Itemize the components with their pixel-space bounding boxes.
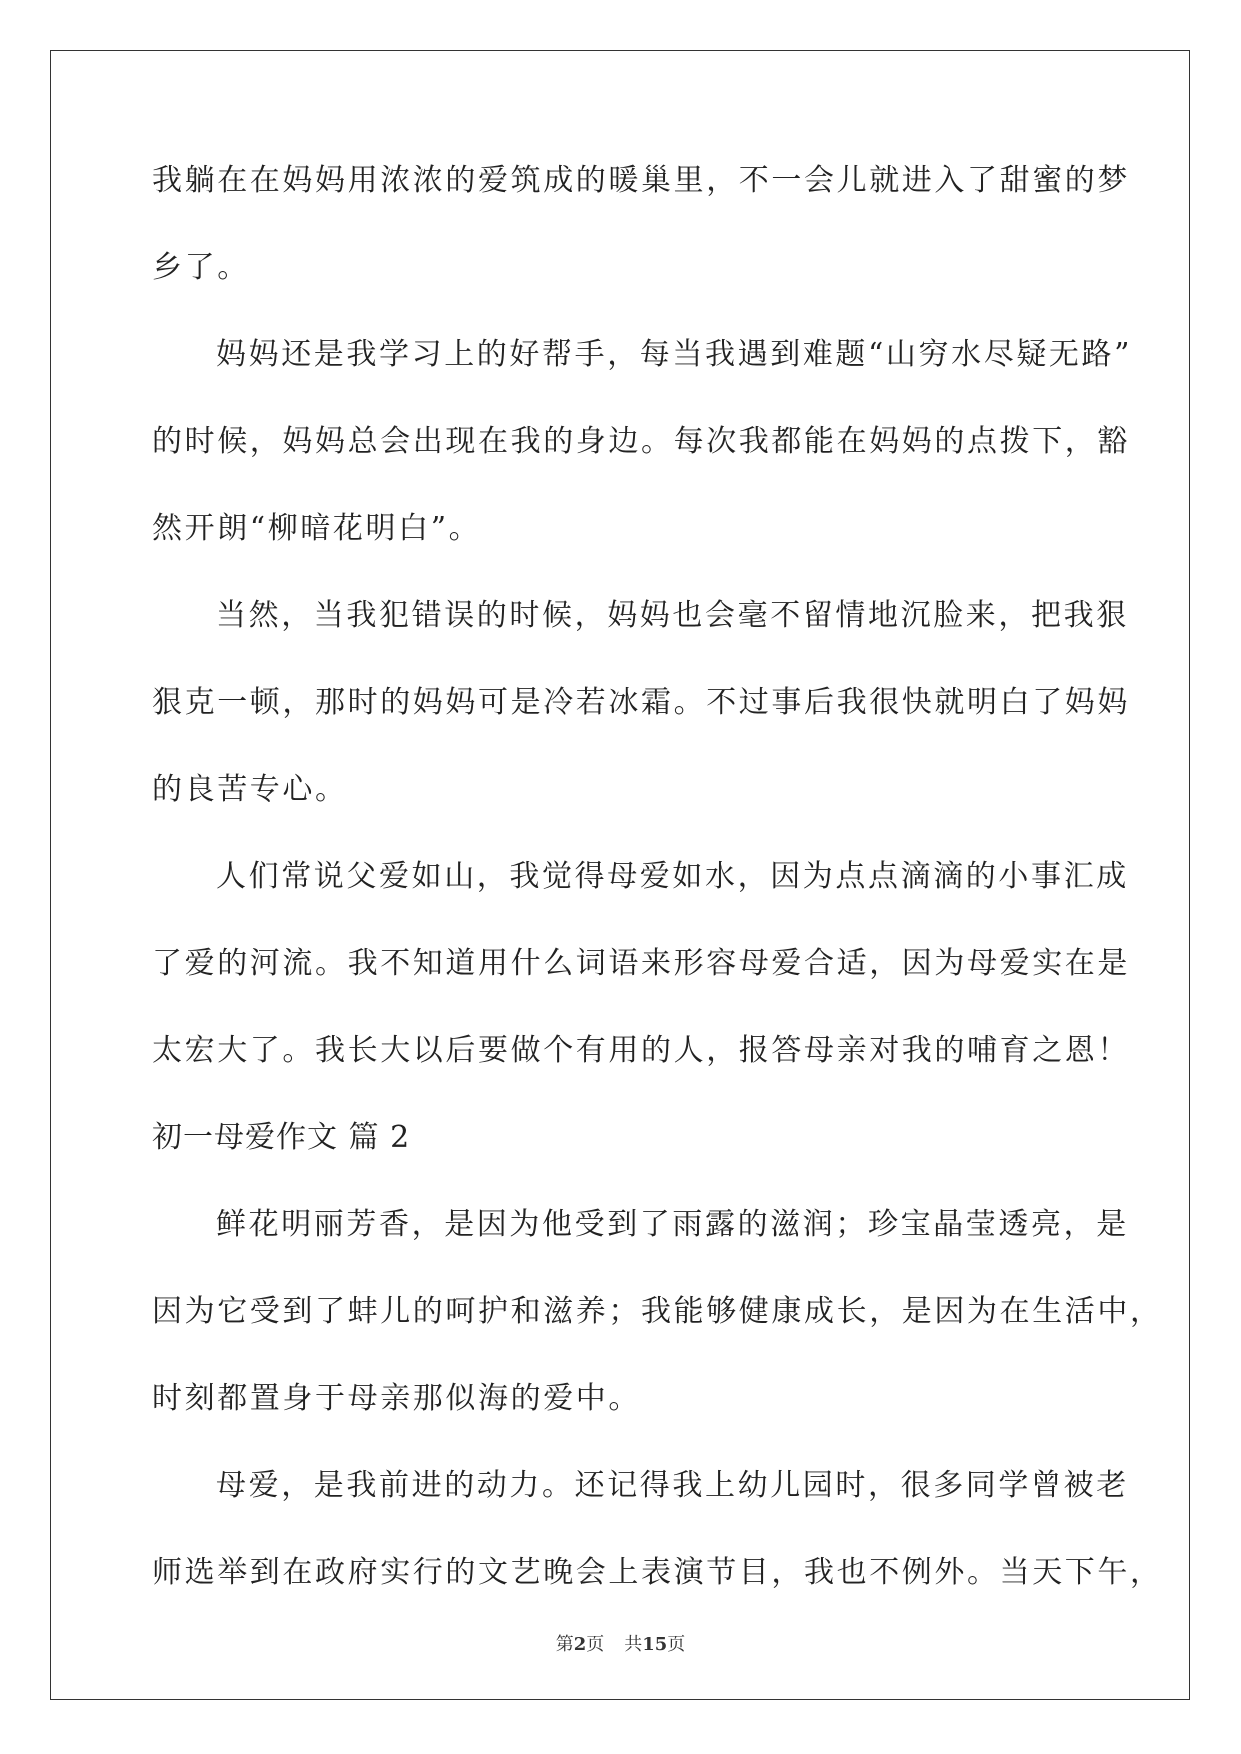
text-line-10: 了爱的河流。我不知道用什么词语来形容母爱合适，因为母爱实在是	[152, 946, 1130, 981]
page-footer	[0, 1630, 1241, 1656]
page-number: 2	[573, 1634, 587, 1655]
text-line-5: 然开朗“柳暗花明白”。	[152, 511, 482, 546]
text-line-7: 狠克一顿，那时的妈妈可是冷若冰霜。不过事后我很快就明白了妈妈	[152, 685, 1130, 720]
text-line-9: 人们常说父爱如山，我觉得母爱如水，因为点点滴滴的小事汇成	[216, 859, 1129, 894]
text-line-8: 的良苦专心。	[152, 772, 348, 807]
footer-total-suffix: 页	[667, 1634, 686, 1655]
footer-page-suffix: 页	[586, 1634, 605, 1655]
text-line-2: 乡了。	[152, 250, 250, 285]
section-heading: 初一母爱作文 篇 2	[152, 1120, 411, 1155]
total-pages: 15	[642, 1634, 668, 1655]
text-line-17: 师选举到在政府实行的文艺晚会上表演节目，我也不例外。当天下午，	[152, 1555, 1163, 1590]
text-line-13: 鲜花明丽芳香，是因为他受到了雨露的滋润；珍宝晶莹透亮，是	[216, 1207, 1129, 1242]
text-line-15: 时刻都置身于母亲那似海的爱中。	[152, 1381, 641, 1416]
text-line-4: 的时候，妈妈总会出现在我的身边。每次我都能在妈妈的点拨下，豁	[152, 424, 1130, 459]
text-line-1: 我躺在在妈妈用浓浓的爱筑成的暖巢里，不一会儿就进入了甜蜜的梦	[152, 163, 1130, 198]
text-line-3: 妈妈还是我学习上的好帮手，每当我遇到难题“山穷水尽疑无路”	[216, 337, 1133, 372]
document-body	[152, 163, 1163, 1642]
text-line-6: 当然，当我犯错误的时候，妈妈也会毫不留情地沉脸来，把我狠	[216, 598, 1129, 633]
footer-total-prefix: 共	[624, 1634, 643, 1655]
footer-prefix: 第	[555, 1634, 574, 1655]
text-line-11: 太宏大了。我长大以后要做个有用的人，报答母亲对我的哺育之恩！	[152, 1033, 1130, 1068]
text-line-14: 因为它受到了蚌儿的呵护和滋养；我能够健康成长，是因为在生活中，	[152, 1294, 1163, 1329]
text-line-16: 母爱，是我前进的动力。还记得我上幼儿园时，很多同学曾被老	[216, 1468, 1129, 1503]
